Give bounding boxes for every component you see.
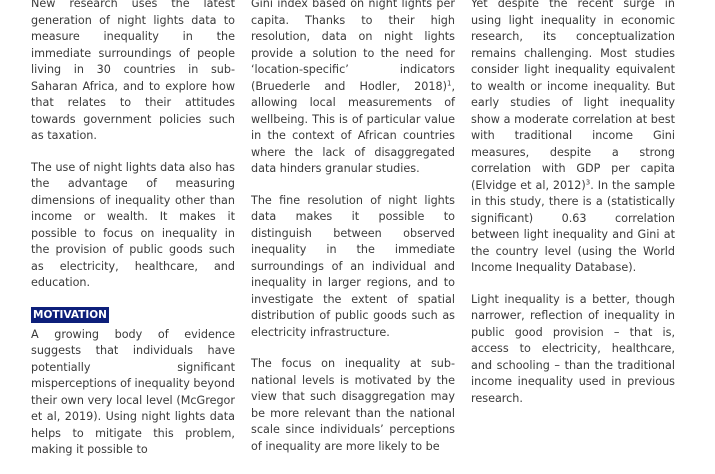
paragraph-text: Yet despite the recent surge in using light inequality in economic research, its conceptualization remains challenging. Most studies consider light inequality equivalent to wealth or income inequality. But early studies of light inequality show a moderate correlation at best with traditional income Gini measures, despite a strong correlation with GDP per capita (Elvidge et al, 2012)	[471, 0, 675, 192]
paragraph: Light inequality is a better, though narrower, reflection of inequality in public good provision – that is, access to electricity, healthcare, and schooling – than the traditional income inequality used in previous research.	[471, 292, 675, 405]
paragraph	[251, 0, 455, 178]
paragraph: The focus on inequality at sub-national levels is motivated by the view that such disaggregation may be more relevant than the national scale since individuals’ perceptions of inequality are more likely to be	[251, 357, 455, 453]
text-column-1	[31, 0, 235, 474]
paragraph-text: , allowing local measurements of wellbeing. This is of particular value in the context of African countries where the lack of disaggregated data hinders granular studies.	[251, 79, 455, 175]
section-heading-motivation: MOTIVATION	[33, 308, 107, 321]
paragraph: The use of night lights data also has the advantage of measuring dimensions of inequality other than income or wealth. It makes it possible to focus on inequality in the provision of public goods such as electricity, healthcare, and education.	[31, 160, 235, 289]
text-column-2	[251, 0, 455, 470]
paragraph-text: . In the sample in this study, there is a (statistically significant) 0.63 correlation between light inequality and Gini at the country level (using the World Income Inequality Database).	[471, 178, 675, 274]
footnote-marker: 3	[585, 177, 591, 186]
footnote-marker: 1	[446, 78, 452, 87]
paragraph: A growing body of evidence suggests that individuals have potentially significant misperceptions of inequality beyond their own very local level (McGregor et al, 2019). Using night lights data helps to mitigate this problem, making it possible to	[31, 327, 236, 456]
text-column-3	[471, 0, 675, 422]
paragraph-text: Gini index based on night lights per capita. Thanks to their high resolution, data on night lights provide a solution to the need for ‘location-specific’ indicators (Bruederle and Hodler, 2018)	[251, 0, 455, 93]
paragraph: New research uses the latest generation of night lights data to measure inequality in the immediate surroundings of people living in 30 countries in sub-Saharan Africa, and to explore how that relates to their attitudes towards government policies such as taxation.	[31, 0, 235, 142]
paragraph	[471, 0, 675, 277]
section-heading-wrap	[31, 307, 235, 323]
paragraph: The fine resolution of night lights data makes it possible to distinguish between observed inequality in the immediate surroundings of an individual and inequality in larger regions, and to investigate the extent of spatial distribution of public goods such as electricity infrastructure.	[251, 193, 455, 339]
